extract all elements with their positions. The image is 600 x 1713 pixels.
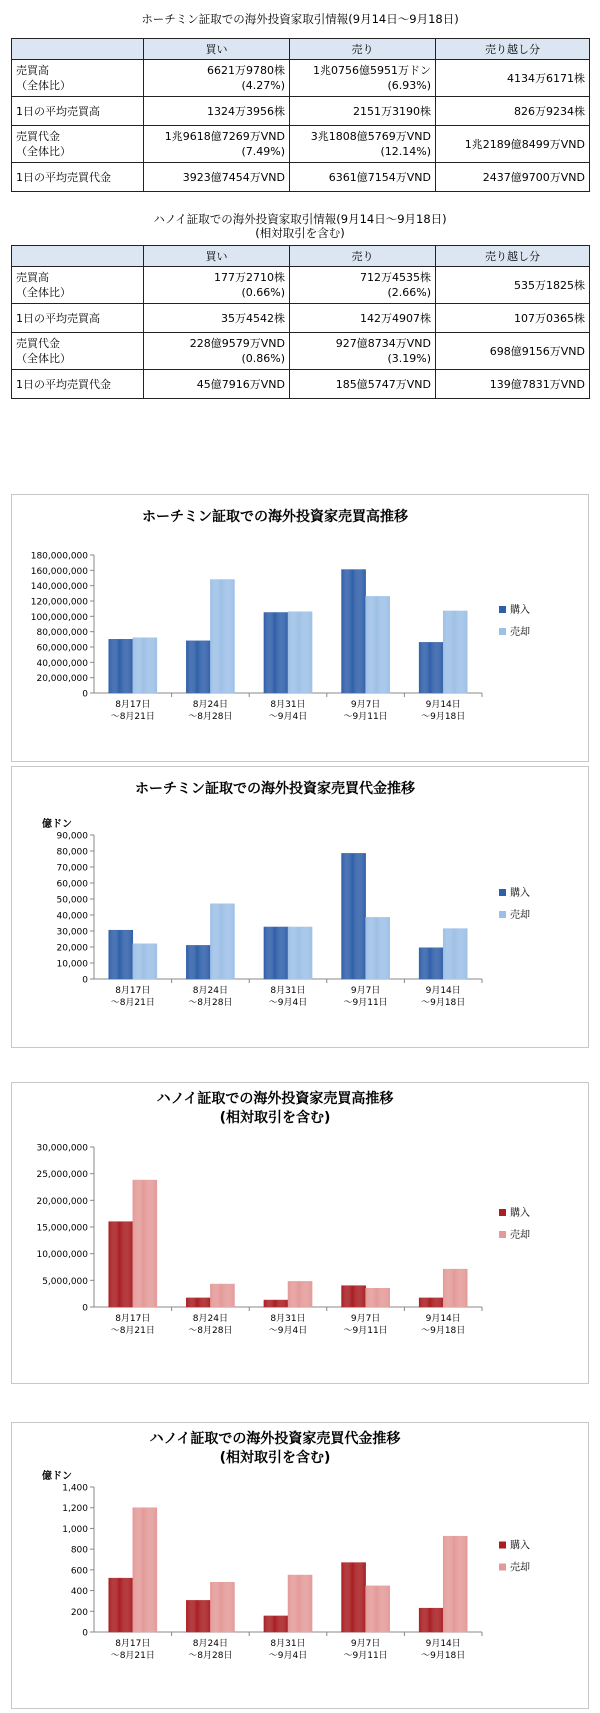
chart-svg [12, 495, 588, 761]
x-tick-label: 8月17日 [115, 1314, 151, 1324]
chart-svg [12, 767, 588, 1047]
buy-value-line: (7.49%) [241, 145, 285, 158]
y-tick-label: 200 [70, 1607, 88, 1618]
header-cell-sell: 売り [290, 246, 436, 267]
x-tick-label: 〜8月28日 [188, 1651, 233, 1661]
x-tick-label: 9月7日 [350, 1314, 381, 1324]
legend-label: 購入 [510, 1208, 530, 1219]
buy-value-cell [144, 370, 290, 399]
table-row [12, 267, 590, 304]
sell-value-line: (6.93%) [387, 79, 431, 92]
chart-title: ハノイ証取での海外投資家売買代金推移 [149, 1431, 401, 1447]
bar-shine [342, 1563, 366, 1632]
legend-label: 購入 [510, 605, 530, 616]
table-row [12, 97, 590, 126]
bar-shine [109, 930, 133, 979]
y-tick-label: 0 [82, 1303, 88, 1314]
y-tick-label: 400 [70, 1587, 88, 1598]
x-tick-label: 9月7日 [350, 986, 381, 996]
x-tick-label: 〜8月21日 [110, 712, 155, 722]
buy-value-cell [144, 126, 290, 163]
table-row [12, 126, 590, 163]
x-tick-label: 〜8月21日 [110, 1326, 155, 1336]
sell-value-cell [290, 304, 436, 333]
bar-shine [419, 1608, 443, 1632]
row-label-cell [12, 370, 144, 399]
bar-shine [443, 611, 467, 693]
sell-value-line: 712万4535株 [360, 271, 431, 284]
table-row [12, 304, 590, 333]
bar-shine [288, 612, 312, 693]
row-label-line: （全体比） [16, 352, 71, 365]
y-tick-label: 60,000,000 [36, 643, 88, 654]
y-tick-label: 20,000,000 [36, 1196, 88, 1207]
y-tick-label: 160,000,000 [30, 566, 88, 577]
legend-label: 売却 [510, 1230, 530, 1241]
legend-label: 売却 [510, 910, 530, 921]
hanoi-value-chart [11, 1422, 589, 1709]
buy-value-line: (0.66%) [241, 286, 285, 299]
bar-shine [419, 642, 443, 693]
y-tick-label: 0 [82, 1628, 88, 1639]
bar-shine [419, 948, 443, 979]
row-label-line: （全体比） [16, 145, 71, 158]
y-tick-label: 1,400 [62, 1483, 88, 1494]
buy-value-line: (4.27%) [241, 79, 285, 92]
net-value-cell [436, 370, 590, 399]
table-row [12, 163, 590, 192]
legend-swatch [499, 1231, 506, 1238]
bar-shine [210, 1284, 234, 1307]
y-tick-label: 20,000,000 [36, 674, 88, 685]
y-tick-label: 5,000,000 [42, 1276, 88, 1287]
sell-value-line: 142万4907株 [360, 311, 431, 325]
buy-value-cell [144, 267, 290, 304]
table-row [12, 333, 590, 370]
buy-value-line: 228億9579万VND [189, 337, 285, 350]
row-label-line: 売買高 [16, 271, 49, 284]
x-tick-label: 〜8月28日 [188, 712, 233, 722]
y-tick-label: 50,000 [56, 895, 88, 906]
x-tick-label: 8月31日 [270, 986, 306, 996]
y-tick-label: 60,000 [56, 879, 88, 890]
buy-value-cell [144, 333, 290, 370]
bar-shine [264, 1300, 288, 1307]
table-1-title: ホーチミン証取での海外投資家取引情報(9月14日〜9月18日) [141, 12, 459, 26]
row-label-line: 売買高 [16, 64, 49, 77]
y-tick-label: 80,000,000 [36, 628, 88, 639]
y-tick-label: 600 [70, 1566, 88, 1577]
row-label-line: （全体比） [16, 79, 71, 92]
row-label-line: 1日の平均売買代金 [16, 170, 111, 184]
net-value-cell [436, 126, 590, 163]
header-cell-net: 売り越し分 [436, 246, 590, 267]
legend-swatch [499, 1542, 506, 1549]
net-value-cell [436, 97, 590, 126]
bar-shine [342, 1286, 366, 1307]
bar-shine [419, 1298, 443, 1307]
buy-value-cell [144, 304, 290, 333]
x-tick-label: 8月24日 [192, 1314, 228, 1324]
sell-value-line: 3兆1808億5769万VND [310, 130, 431, 143]
row-label-cell [12, 333, 144, 370]
sell-value-cell [290, 333, 436, 370]
header-cell-blank [12, 246, 144, 267]
table-row [12, 60, 590, 97]
header-cell-sell: 売り [290, 39, 436, 60]
x-tick-label: 8月24日 [192, 700, 228, 710]
bar-shine [264, 1616, 288, 1632]
table-2-subtitle: (相対取引を含む) [255, 226, 345, 240]
sell-value-cell [290, 267, 436, 304]
y-tick-label: 80,000 [56, 847, 88, 858]
bar-shine [109, 1222, 133, 1307]
bar-shine [186, 641, 210, 693]
net-value-line: 535万1825株 [514, 278, 585, 292]
x-tick-label: 〜9月4日 [268, 998, 308, 1008]
buy-value-cell [144, 163, 290, 192]
x-tick-label: 8月31日 [270, 1639, 306, 1649]
legend-swatch [499, 1209, 506, 1216]
hanoi-trading-table [11, 245, 590, 399]
x-tick-label: 〜9月4日 [268, 712, 308, 722]
bar-shine [366, 1586, 390, 1632]
bar-shine [133, 638, 157, 693]
y-tick-label: 30,000 [56, 927, 88, 938]
net-value-line: 2437億9700万VND [482, 170, 585, 184]
chart-svg [12, 1423, 588, 1708]
sell-value-line: 1兆0756億5951万ドン [313, 64, 431, 77]
net-value-line: 698億9156万VND [489, 344, 585, 358]
bar-shine [288, 1575, 312, 1632]
bar-shine [133, 1508, 157, 1632]
net-value-cell [436, 163, 590, 192]
x-tick-label: 〜9月11日 [343, 1651, 388, 1661]
y-tick-label: 40,000 [56, 911, 88, 922]
x-tick-label: 〜9月18日 [421, 998, 466, 1008]
y-tick-label: 40,000,000 [36, 658, 88, 669]
buy-value-line: 1324万3956株 [207, 104, 285, 118]
x-tick-label: 〜9月4日 [268, 1326, 308, 1336]
bar-shine [342, 570, 366, 693]
buy-value-line: 35万4542株 [221, 311, 285, 325]
row-label-cell [12, 97, 144, 126]
bar-shine [342, 853, 366, 979]
chart-title: (相対取引を含む) [219, 1450, 331, 1466]
x-tick-label: 〜8月21日 [110, 998, 155, 1008]
x-tick-label: 〜9月11日 [343, 712, 388, 722]
header-cell-buy: 買い [144, 246, 290, 267]
y-tick-label: 180,000,000 [30, 551, 88, 562]
row-label-cell [12, 267, 144, 304]
hcm-trading-table [11, 38, 590, 192]
bar-shine [186, 945, 210, 979]
bar-shine [210, 580, 234, 693]
row-label-line: 売買代金 [16, 337, 60, 350]
bar-shine [186, 1600, 210, 1632]
x-tick-label: 9月7日 [350, 700, 381, 710]
bar-shine [443, 1536, 467, 1632]
x-tick-label: 〜9月18日 [421, 1651, 466, 1661]
row-label-cell [12, 126, 144, 163]
y-tick-label: 10,000,000 [36, 1250, 88, 1261]
legend-label: 購入 [510, 888, 530, 899]
row-label-cell [12, 163, 144, 192]
buy-value-cell [144, 97, 290, 126]
bar-shine [264, 613, 288, 694]
bar-shine [443, 1269, 467, 1307]
row-label-line: 1日の平均売買代金 [16, 377, 111, 391]
y-tick-label: 800 [70, 1545, 88, 1556]
y-tick-label: 30,000,000 [36, 1143, 88, 1154]
x-tick-label: 8月17日 [115, 700, 151, 710]
sell-value-line: 185億5747万VND [335, 377, 431, 391]
net-value-cell [436, 60, 590, 97]
bar-shine [264, 927, 288, 979]
y-tick-label: 1,200 [62, 1504, 88, 1515]
bar-shine [109, 639, 133, 693]
hanoi-volume-chart [11, 1082, 589, 1384]
y-tick-label: 70,000 [56, 863, 88, 874]
buy-value-line: 1兆9618億7269万VND [164, 130, 285, 143]
chart-title: ホーチミン証取での海外投資家売買代金推移 [135, 781, 415, 797]
net-value-cell [436, 304, 590, 333]
y-tick-label: 100,000,000 [30, 612, 88, 623]
sell-value-line: (3.19%) [387, 352, 431, 365]
x-tick-label: 9月14日 [425, 700, 461, 710]
net-value-line: 4134万6171株 [507, 71, 585, 85]
x-tick-label: 〜8月28日 [188, 1326, 233, 1336]
hcm-volume-chart [11, 494, 589, 762]
sell-value-line: 6361億7154万VND [328, 170, 431, 184]
row-label-line: 1日の平均売買高 [16, 311, 100, 325]
buy-value-line: (0.86%) [241, 352, 285, 365]
x-tick-label: 8月31日 [270, 700, 306, 710]
net-value-cell [436, 333, 590, 370]
sell-value-line: (12.14%) [380, 145, 431, 158]
y-tick-label: 25,000,000 [36, 1170, 88, 1181]
legend-swatch [499, 606, 506, 613]
sell-value-line: (2.66%) [387, 286, 431, 299]
y-tick-label: 120,000,000 [30, 597, 88, 608]
bar-shine [366, 917, 390, 979]
buy-value-line: 3923億7454万VND [182, 170, 285, 184]
sell-value-cell [290, 60, 436, 97]
sell-value-cell [290, 163, 436, 192]
legend-swatch [499, 628, 506, 635]
row-label-line: 1日の平均売買高 [16, 104, 100, 118]
buy-value-line: 177万2710株 [214, 271, 285, 284]
row-label-line: 売買代金 [16, 130, 60, 143]
bar-shine [133, 1180, 157, 1307]
bar-shine [210, 1582, 234, 1632]
chart-svg [12, 1083, 588, 1383]
y-tick-label: 140,000,000 [30, 582, 88, 593]
x-tick-label: 8月17日 [115, 986, 151, 996]
x-tick-label: 8月24日 [192, 986, 228, 996]
y-unit-label: 億ドン [42, 1471, 72, 1482]
x-tick-label: 〜8月21日 [110, 1651, 155, 1661]
net-value-line: 139億7831万VND [489, 377, 585, 391]
table-header-row [12, 246, 590, 267]
bar-shine [186, 1298, 210, 1307]
buy-value-cell [144, 60, 290, 97]
chart-title: ハノイ証取での海外投資家売買高推移 [156, 1091, 394, 1107]
x-tick-label: 8月17日 [115, 1639, 151, 1649]
y-tick-label: 20,000 [56, 943, 88, 954]
bar-shine [210, 904, 234, 979]
net-value-cell [436, 267, 590, 304]
x-tick-label: 〜8月28日 [188, 998, 233, 1008]
chart-title: (相対取引を含む) [219, 1110, 331, 1126]
row-label-cell [12, 60, 144, 97]
net-value-line: 826万9234株 [514, 104, 585, 118]
y-tick-label: 90,000 [56, 831, 88, 842]
bar-shine [288, 1281, 312, 1307]
legend-swatch [499, 911, 506, 918]
row-label-line: （全体比） [16, 286, 71, 299]
x-tick-label: 8月24日 [192, 1639, 228, 1649]
bar-shine [443, 929, 467, 979]
table-header-row [12, 39, 590, 60]
x-tick-label: 〜9月11日 [343, 998, 388, 1008]
sell-value-cell [290, 97, 436, 126]
bar-shine [288, 927, 312, 979]
bar-shine [366, 1288, 390, 1307]
buy-value-line: 6621万9780株 [207, 64, 285, 77]
legend-swatch [499, 1564, 506, 1571]
table-2-title: ハノイ証取での海外投資家取引情報(9月14日〜9月18日) [153, 212, 447, 226]
x-tick-label: 9月7日 [350, 1639, 381, 1649]
sell-value-cell [290, 370, 436, 399]
header-cell-blank [12, 39, 144, 60]
legend-label: 売却 [510, 1562, 530, 1574]
sell-value-line: 927億8734万VND [335, 337, 431, 350]
buy-value-line: 45億7916万VND [196, 377, 285, 391]
x-tick-label: 〜9月11日 [343, 1326, 388, 1336]
header-cell-net: 売り越し分 [436, 39, 590, 60]
x-tick-label: 〜9月18日 [421, 712, 466, 722]
y-tick-label: 1,000 [62, 1524, 88, 1535]
hcm-value-chart [11, 766, 589, 1048]
bar-shine [133, 944, 157, 979]
y-tick-label: 0 [82, 975, 88, 986]
net-value-line: 1兆2189億8499万VND [464, 137, 585, 151]
chart-title: ホーチミン証取での海外投資家売買高推移 [142, 509, 408, 525]
x-tick-label: 8月31日 [270, 1314, 306, 1324]
legend-label: 購入 [510, 1540, 530, 1552]
x-tick-label: 9月14日 [425, 1639, 461, 1649]
sell-value-line: 2151万3190株 [353, 104, 431, 118]
bar-shine [366, 596, 390, 693]
sell-value-cell [290, 126, 436, 163]
x-tick-label: 9月14日 [425, 986, 461, 996]
net-value-line: 107万0365株 [514, 311, 585, 325]
y-tick-label: 10,000 [56, 959, 88, 970]
bar-shine [109, 1578, 133, 1632]
x-tick-label: 9月14日 [425, 1314, 461, 1324]
x-tick-label: 〜9月18日 [421, 1326, 466, 1336]
table-row [12, 370, 590, 399]
row-label-cell [12, 304, 144, 333]
header-cell-buy: 買い [144, 39, 290, 60]
y-unit-label: 億ドン [42, 819, 72, 830]
x-tick-label: 〜9月4日 [268, 1651, 308, 1661]
legend-label: 売却 [510, 627, 530, 638]
legend-swatch [499, 889, 506, 896]
y-tick-label: 15,000,000 [36, 1223, 88, 1234]
y-tick-label: 0 [82, 689, 88, 700]
